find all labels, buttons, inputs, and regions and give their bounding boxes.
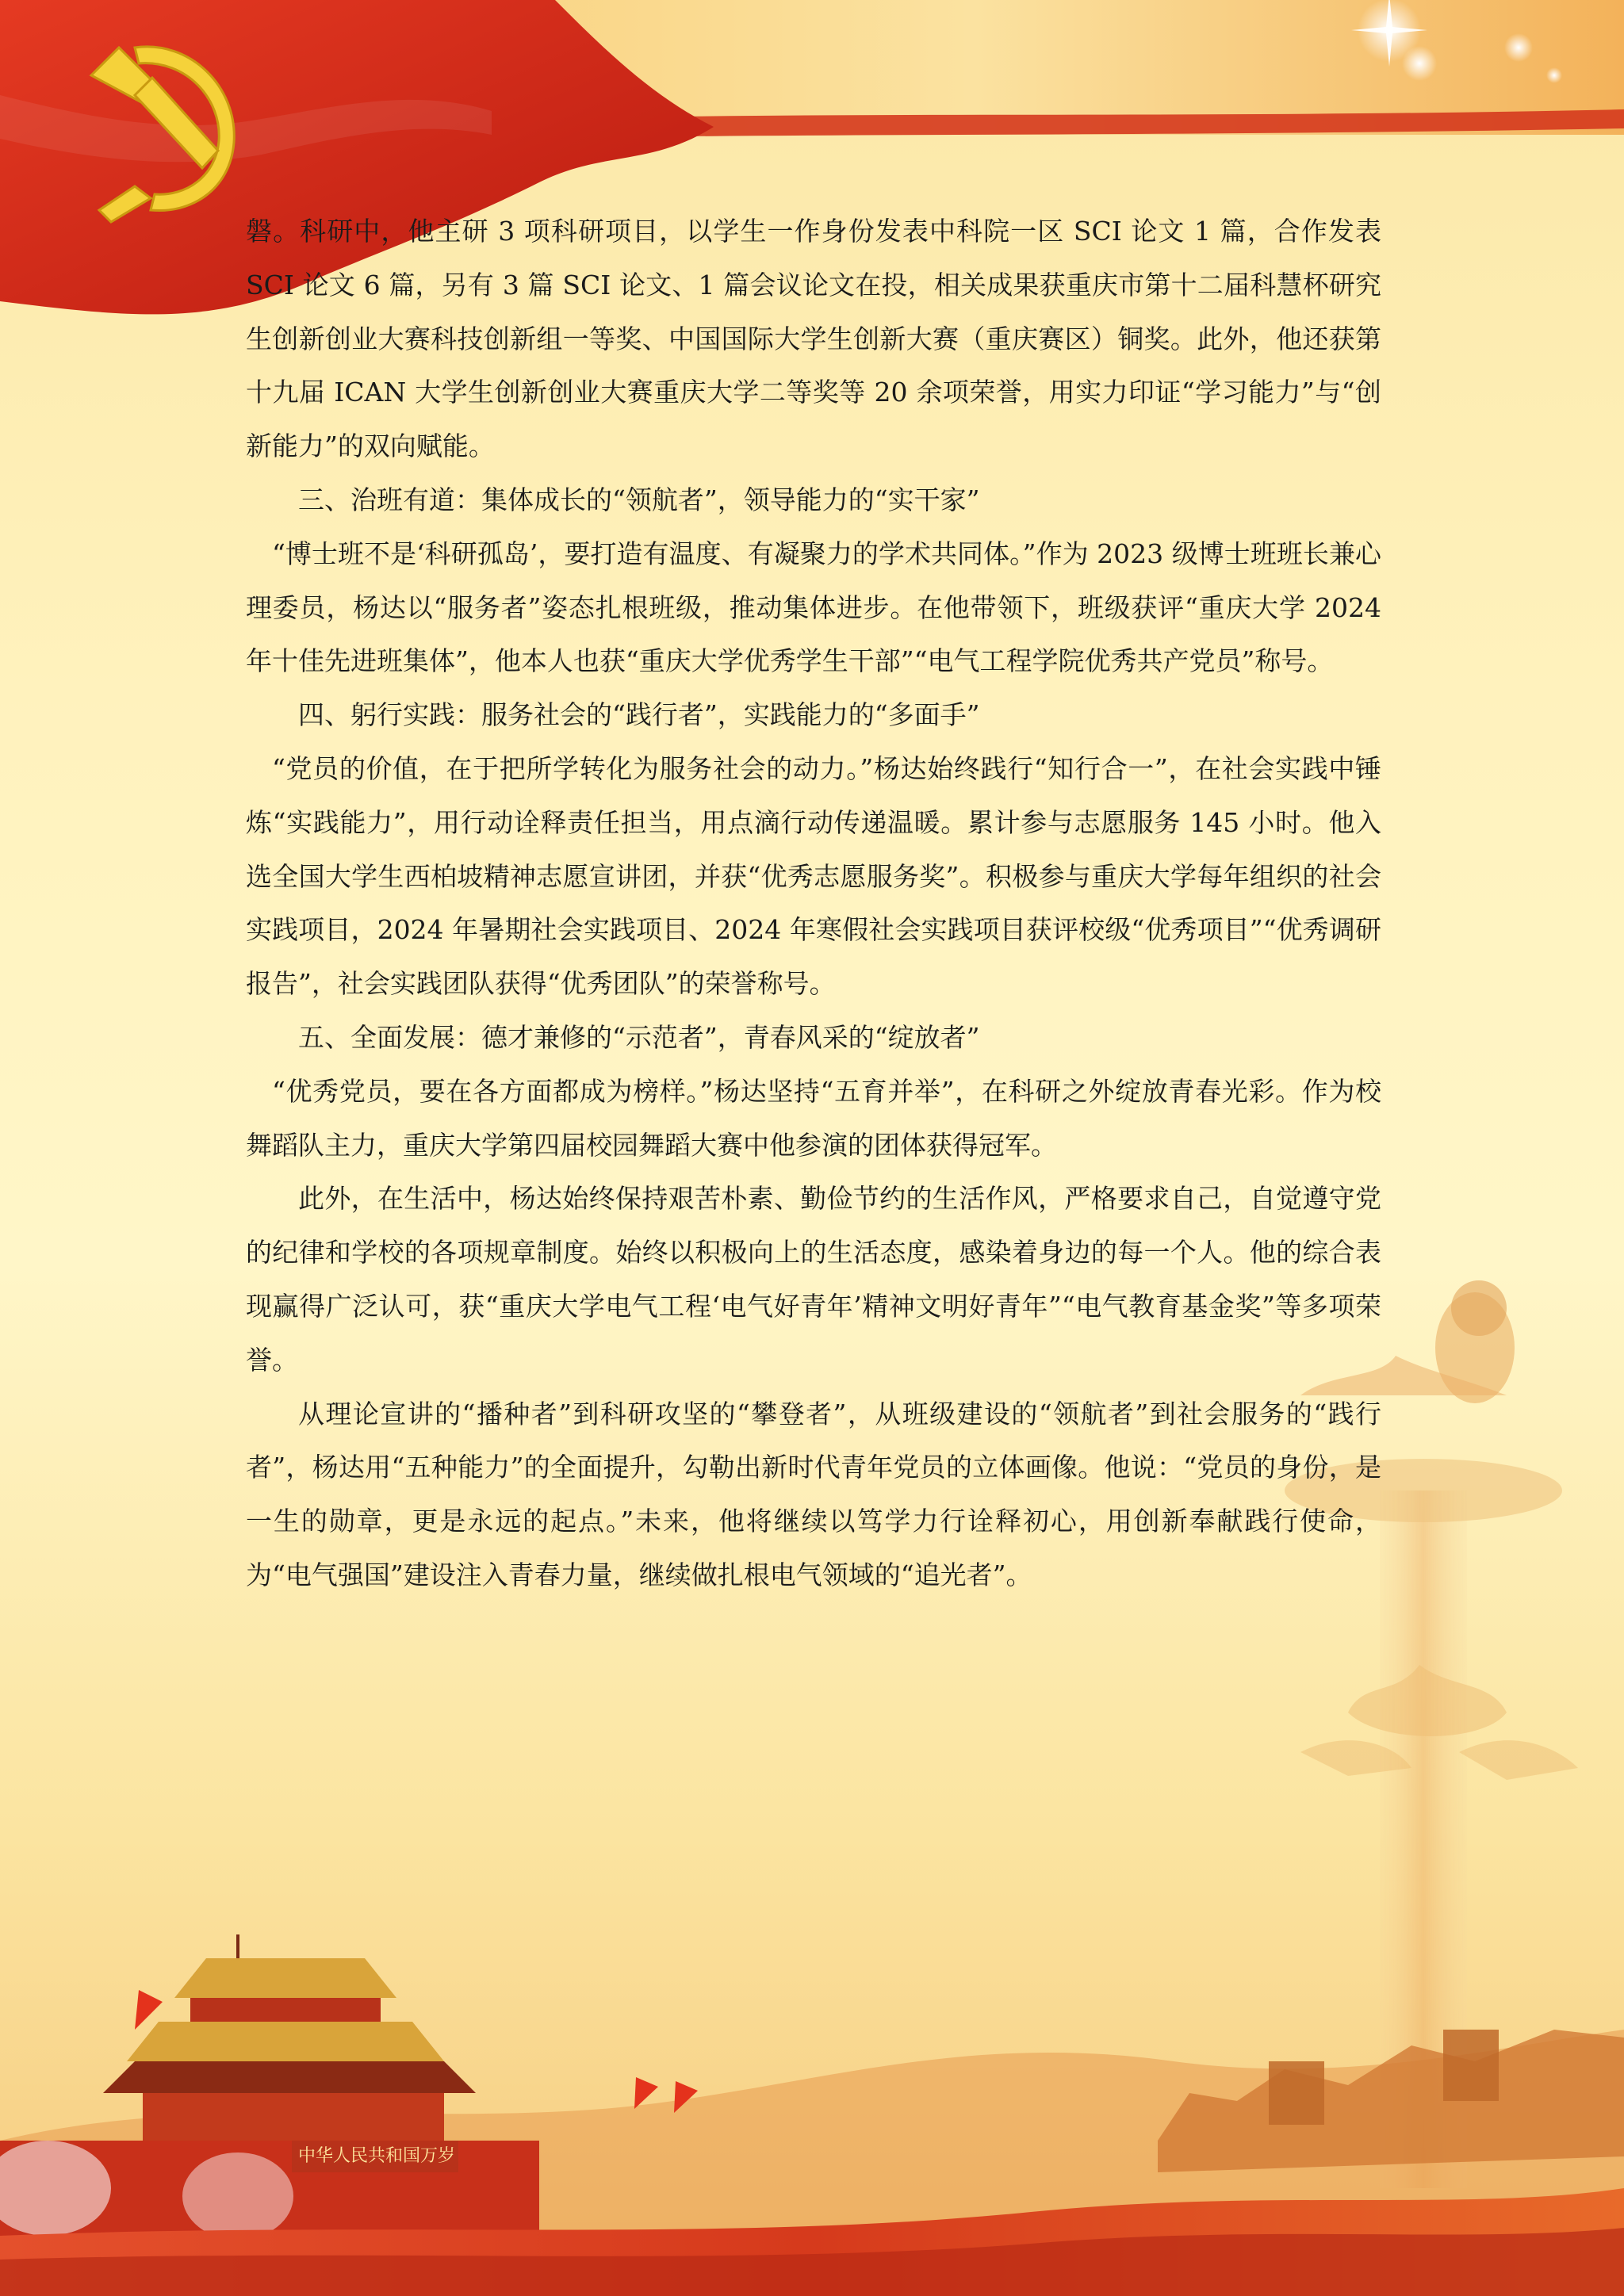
paragraph-daily-life: 此外，在生活中，杨达始终保持艰苦朴素、勤俭节约的生活作风，严格要求自己，自觉遵守党的纪律和学校的各项规章制度。始终以积极向上的生活态度，感染着身边的每一个人。他的综合表现赢得广泛认可，获“重庆大学电气工程‘电气好青年’精神文明好青年”“电气教育基金奖”等多项荣誉。 xyxy=(246,1183,1381,1376)
tiananmen-gate-icon xyxy=(0,1934,539,2240)
paragraph-class-leader: “博士班不是‘科研孤岛’，要打造有温度、有凝聚力的学术共同体。”作为 2023 级博士班班长兼心理委员，杨达以“服务者”姿态扎根班级，推动集体进步。在他带领下，班级获评“重庆大学 2024 年十佳先进班集体”，他本人也获“重庆大学优秀学生干部”“电气工程学院优秀共产党员”称号。 xyxy=(246,538,1381,677)
section-heading-social-practice: 四、躬行实践：服务社会的“践行者”，实践能力的“多面手” xyxy=(298,699,980,731)
section-heading-class-leader: 三、治班有道：集体成长的“领航者”，领导能力的“实干家” xyxy=(298,484,980,515)
paragraph-all-round-development: “优秀党员，要在各方面都成为榜样。”杨达坚持“五育并举”，在科研之外绽放青春光彩。作为校舞蹈队主力，重庆大学第四届校园舞蹈大赛中他参演的团体获得冠军。 xyxy=(246,1075,1381,1161)
article-body xyxy=(246,205,1381,1602)
paragraph-social-practice: “党员的价值，在于把所学转化为服务社会的动力。”杨达始终践行“知行合一”，在社会实践中锤炼“实践能力”，用行动诠释责任担当，用点滴行动传递温暖。累计参与志愿服务 145 小时。他入选全国大学生西柏坡精神志愿宣讲团，并获“优秀志愿服务奖”。积极参与重庆大学每年组织的社会实践项目，2024 年暑期社会实践项目、2024 年寒假社会实践项目获评校级“优秀项目”“优秀调研报告”，社会实践团队获得“优秀团队”的荣誉称号。 xyxy=(246,752,1381,1000)
gate-banner: 中华人民共和国万岁 xyxy=(297,2146,455,2166)
paragraph-research-achievements: 磐。科研中，他主研 3 项科研项目，以学生一作身份发表中科院一区 SCI 论文 1 篇，合作发表 SCI 论文 6 篇，另有 3 篇 SCI 论文、1 篇会议论文在投，相关成果获重庆市第十二届科慧杯研究生创新创业大赛科技创新组一等奖、中国国际大学生创新大赛（重庆赛区）铜奖。此外，他还获第十九届 ICAN 大学生创新创业大赛重庆大学二等奖等 20 余项荣誉，用实力印证“学习能力”与“创新能力”的双向赋能。 xyxy=(246,216,1381,462)
section-heading-all-round-development: 五、全面发展：德才兼修的“示范者”，青春风采的“绽放者” xyxy=(298,1021,980,1053)
paragraph-conclusion: 从理论宣讲的“播种者”到科研攻坚的“攀登者”，从班级建设的“领航者”到社会服务的“践行者”，杨达用“五种能力”的全面提升，勾勒出新时代青年党员的立体画像。他说：“党员的身份，是一生的勋章，更是永远的起点。”未来，他将继续以笃学力行诠释初心，用创新奉献践行使命，为“电气强国”建设注入青春力量，继续做扎根电气领域的“追光者”。 xyxy=(246,1398,1381,1590)
